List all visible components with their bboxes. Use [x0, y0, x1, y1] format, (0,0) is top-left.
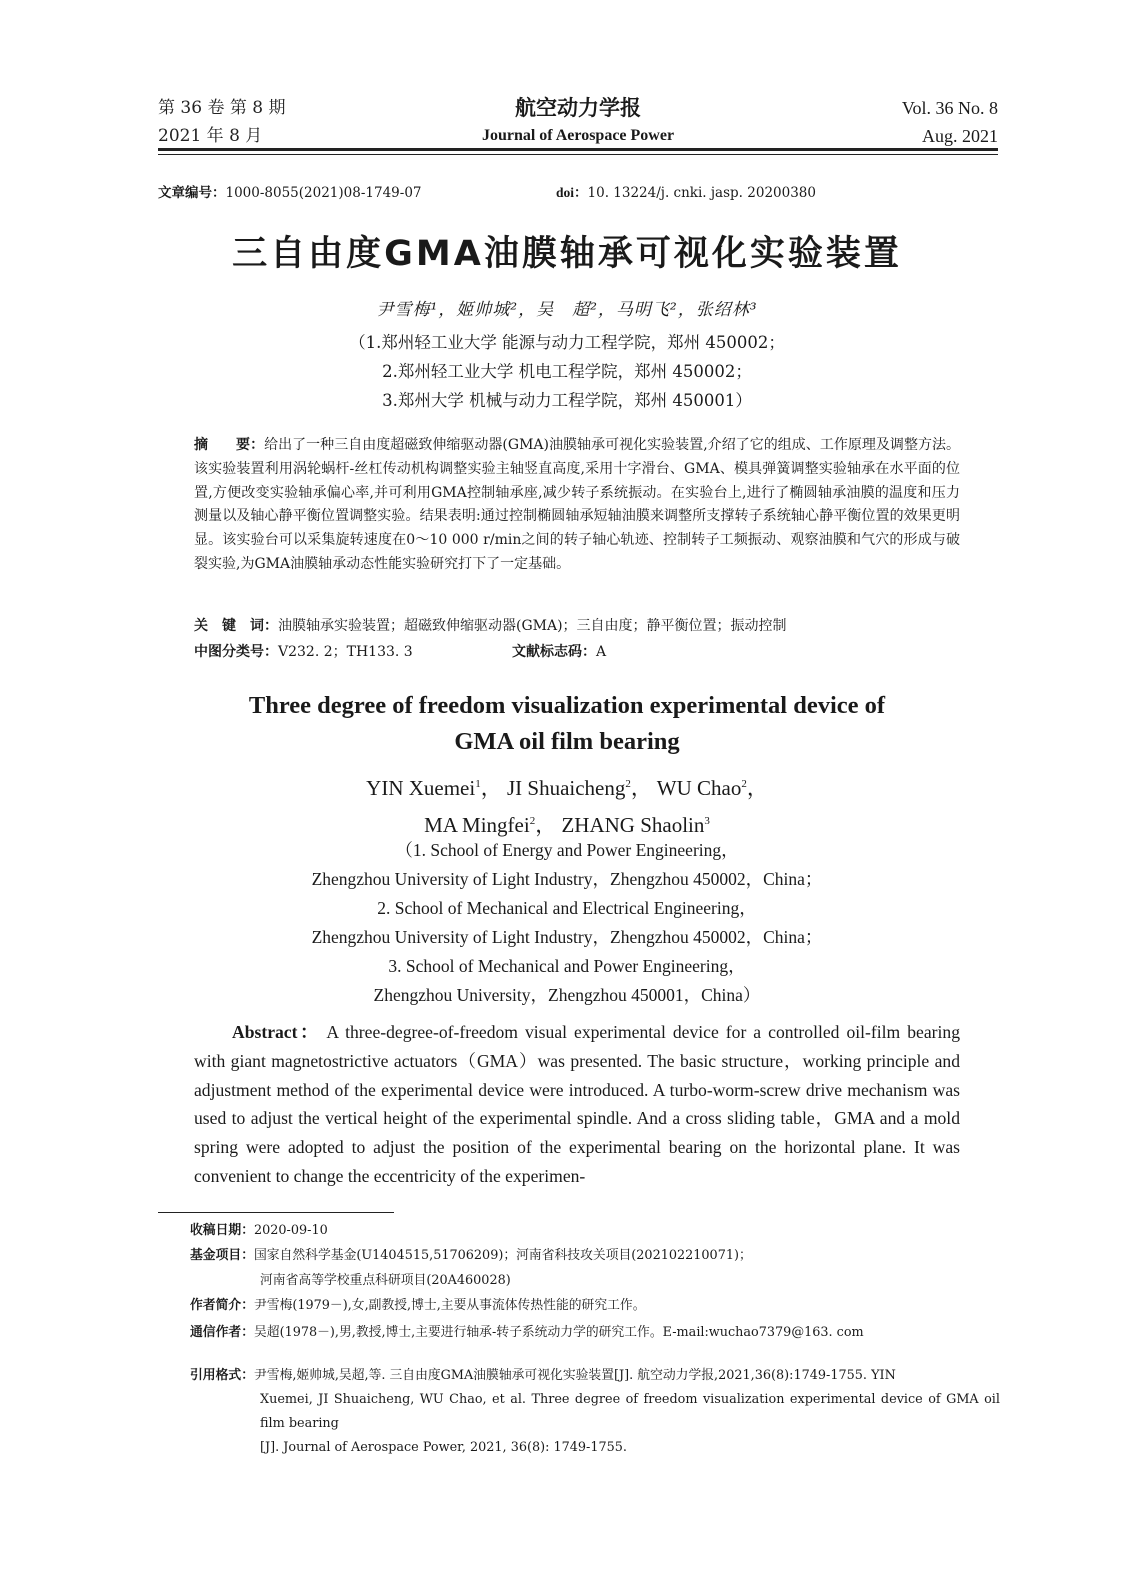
affiliation-cn-3: 3.郑州大学 机械与动力工程学院，郑州 450001）	[382, 391, 752, 410]
abstract-cn-label: 摘 要：	[194, 437, 265, 453]
header-rule-thin	[158, 154, 998, 155]
journal-name	[158, 94, 998, 150]
author-en-name: MA Mingfei	[424, 813, 530, 837]
corresponding-label: 通信作者：	[190, 1325, 254, 1340]
author-en-sup: 2	[529, 815, 536, 827]
corresponding-text: 吴超(1978－),男,教授,博士,主要进行轴承-转子系统动力学的研究工作。E-mail:wuchao7379@163. com	[253, 1325, 864, 1340]
doi	[556, 183, 816, 203]
author-en-name: JI Shuaicheng	[506, 776, 626, 800]
affiliation-en-line: Zhengzhou University，Zhengzhou 450001，China）	[373, 985, 761, 1005]
issue-date-cn: 2021 年 8 月	[158, 126, 263, 146]
footnote-author-bio	[190, 1293, 1000, 1318]
affiliations-en	[0, 836, 1134, 1010]
article-meta	[158, 183, 998, 203]
author-en-sup: 1	[475, 778, 481, 790]
issue-date-en: Aug. 2021	[922, 126, 998, 146]
bio-text: 尹雪梅(1979－),女,副教授,博士,主要从事流体传热性能的研究工作。	[253, 1298, 646, 1313]
authors-en-line-2: MA Mingfei$^2$， ZHANG Shaolin$^3$	[424, 813, 710, 837]
fund-line-1: 国家自然科学基金(U1404515,51706209)；河南省科技攻关项目(202102210071)；	[253, 1248, 752, 1263]
author-en-sup: 3	[704, 815, 710, 827]
abstract-cn-text: 给出了一种三自由度超磁致伸缩驱动器(GMA)油膜轴承可视化实验装置,介绍了它的组成、工作原理及调整方法。该实验装置利用涡轮蜗杆-丝杠传动机构调整实验主轴竖直高度,采用十字滑台、GMA、模具弹簧调整实验轴承在水平面的位置,方便改变实验轴承偏心率,并可利用GMA控制轴承座,减少转子系统振动。在实验台上,进行了椭圆轴承油膜的温度和压力测量以及轴心静平衡位置调整实验。结果表明:通过控制椭圆轴承短轴油膜来调整所支撑转子系统轴心静平衡位置的效果更明显。该实验台可以采集旋转速度在0～10 000 r/min之间的转子轴心轨迹、控制转子工频振动、观察油膜和气穴的形成与破裂实验,为GMA油膜轴承动态性能实验研究打下了一定基础。	[194, 437, 960, 572]
affiliation-en-line: （1. School of Energy and Power Engineering，	[395, 840, 739, 860]
header-rule-thick	[158, 148, 998, 151]
footnote-received	[190, 1218, 1000, 1243]
affiliations-cn	[0, 328, 1134, 415]
authors-en	[0, 768, 1134, 842]
received-label: 收稿日期：	[190, 1223, 254, 1238]
author-en-name: ZHANG Shaolin	[561, 813, 705, 837]
affiliation-en-line: Zhengzhou University of Light Industry，Zhengzhou 450002，China；	[311, 927, 823, 947]
journal-header	[158, 94, 998, 154]
title-en-line-2: GMA oil film bearing	[454, 728, 680, 755]
journal-name-cn: 航空动力学报	[515, 96, 641, 120]
abstract-en-text: A three-degree-of-freedom visual experimental device for a controlled oil-film bearing with giant magnetostrictive actuators（GMA）was presented. The basic structure，working principle and adjustment method of the experimental device were introduced. A turbo-worm-screw drive mechanism was used to adjust the vertical height of the experimental spindle. And a cross sliding table，GMA and a mold spring were adopted to adjust the position of the experimental bearing on the horizontal plane. It was convenient to change the eccentricity of the experimen-	[194, 1022, 960, 1186]
author-en-name: WU Chao	[656, 776, 742, 800]
citation-line-2: Xuemei, JI Shuaicheng, WU Chao, et al. Three degree of freedom visualization experimental device of GMA oil film bearing	[260, 1392, 1000, 1431]
authors-en-line-1: YIN Xuemei$^1$， JI Shuaicheng$^2$， WU Chao$^2$，	[366, 776, 768, 800]
footnote-rule	[158, 1212, 394, 1213]
citation-line-1: 尹雪梅,姬帅城,吴超,等. 三自由度GMA油膜轴承可视化实验装置[J]. 航空动力学报,2021,36(8):1749-1755. YIN	[253, 1368, 896, 1383]
citation-line-3: [J]. Journal of Aerospace Power, 2021, 36(8): 1749-1755.	[260, 1440, 628, 1455]
authors-cn: 尹雪梅¹，姬帅城²，吴 超²，马明飞²，张绍林³	[376, 300, 758, 320]
classification-code: V232. 2；TH133. 3	[278, 644, 413, 660]
title-en-line-1: Three degree of freedom visualization experimental device of	[248, 692, 886, 719]
keywords-cn-text: 油膜轴承实验装置；超磁致伸缩驱动器(GMA)；三自由度；静平衡位置；振动控制	[278, 618, 787, 634]
footnote-fund	[190, 1243, 1000, 1293]
title-en	[0, 688, 1134, 760]
affiliation-en-line: Zhengzhou University of Light Industry，Zhengzhou 450002，China；	[311, 869, 823, 889]
classification	[194, 640, 960, 664]
author-en-sup: 2	[625, 778, 631, 790]
affiliation-cn-2: 2.郑州轻工业大学 机电工程学院，郑州 450002；	[382, 362, 752, 381]
affiliation-cn-1: （1.郑州轻工业大学 能源与动力工程学院，郑州 450002；	[349, 333, 785, 352]
document-code-value: A	[596, 644, 607, 660]
affiliation-en-line: 3. School of Mechanical and Power Engineering，	[388, 956, 746, 976]
document-code-label: 文献标志码：	[512, 644, 596, 660]
citation	[190, 1364, 1000, 1460]
abstract-en-label: Abstract：	[232, 1022, 321, 1042]
keywords-cn	[194, 614, 960, 638]
issue-info-en	[902, 94, 998, 150]
doi-label: doi：	[556, 185, 588, 200]
document-code	[512, 640, 606, 664]
journal-name-en: Journal of Aerospace Power	[481, 127, 675, 144]
classification-label: 中图分类号：	[194, 644, 278, 660]
abstract-cn	[194, 434, 960, 577]
bio-label: 作者简介：	[190, 1298, 254, 1313]
fund-line-2: 河南省高等学校重点科研项目(20A460028)	[260, 1273, 511, 1288]
volume-issue-cn: 第 36 卷 第 8 期	[158, 98, 286, 118]
fund-label: 基金项目：	[190, 1248, 254, 1263]
footnote-corresponding	[190, 1320, 1000, 1345]
article-number: 1000-8055(2021)08-1749-07	[225, 185, 422, 201]
doi-value: 10. 13224/j. cnki. jasp. 20200380	[587, 185, 816, 201]
received-date: 2020-09-10	[253, 1223, 328, 1238]
abstract-en	[194, 1018, 960, 1191]
volume-issue-en: Vol. 36 No. 8	[901, 98, 998, 118]
keywords-cn-label: 关 键 词：	[194, 618, 278, 634]
article-number-label: 文章编号：	[158, 185, 226, 201]
citation-label: 引用格式：	[190, 1368, 254, 1383]
affiliation-en-line: 2. School of Mechanical and Electrical Engineering，	[377, 898, 757, 918]
title-cn: 三自由度GMA油膜轴承可视化实验装置	[232, 234, 902, 274]
author-en-sup: 2	[741, 778, 747, 790]
author-en-name: YIN Xuemei	[366, 776, 476, 800]
